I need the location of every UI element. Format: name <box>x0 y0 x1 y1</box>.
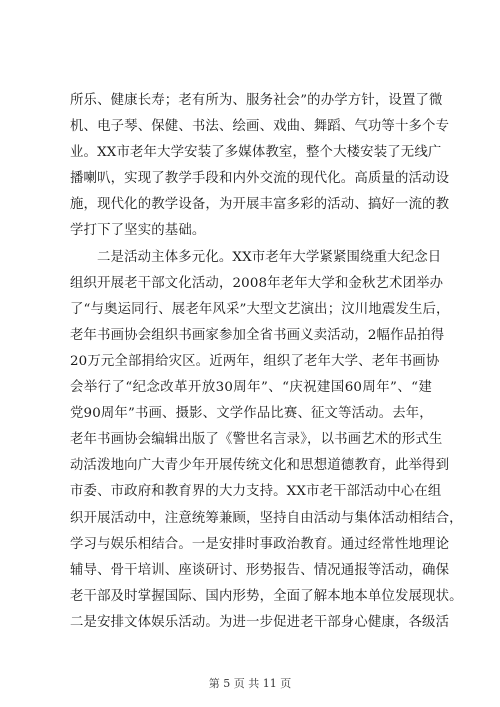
text-line: 学打下了坚实的基础。 <box>70 223 206 239</box>
body-text <box>70 88 463 636</box>
text-line: 组织开展老干部文化活动，2008年老年大学和金秋艺术团举办 <box>70 275 444 291</box>
text-line: 所乐、健康长寿；老有所为、服务社会”的办学方针，设置了微 <box>70 93 443 108</box>
paragraph-start-line: 二是活动主体多元化。XX市老年大学紧紧围绕重大纪念日 <box>97 249 442 265</box>
text-line: 市委、市政府和教育界的大力支持。XX市老干部活动中心在组 <box>70 484 442 500</box>
text-line: 二是安排文体娱乐活动。为进一步促进老干部身心健康，各级活 <box>70 614 450 630</box>
text-line: 老年书画协会组织书画家参加全省书画义卖活动，2幅作品拍得 <box>70 327 445 343</box>
text-line: 老年书画协会编辑出版了《警世名言录》，以书画艺术的形式生 <box>70 432 443 448</box>
text-line: 播喇叭，实现了教学手段和内外交流的现代化。高质量的活动设 <box>70 171 450 187</box>
text-line: 会举行了“纪念改革开放30周年”、“庆祝建国60周年”、“建 <box>70 380 432 396</box>
page-number-footer: 第 5 页 共 11 页 <box>208 677 292 690</box>
text-line: 党90周年”书画、摄影、文学作品比赛、征文等活动。去年， <box>70 406 433 422</box>
text-line: 了“与奥运同行、展老年风采”大型文艺演出；汶川地震发生后， <box>70 301 450 317</box>
text-line: 老干部及时掌握国际、国内形势，全面了解本地本单位发展现状。 <box>70 588 463 604</box>
text-line: 施，现代化的教学设备，为开展丰富多彩的活动、搞好一流的教 <box>70 197 450 213</box>
text-line: 辅导、骨干培训、座谈研讨、形势报告、情况通报等活动，确保 <box>70 562 450 578</box>
text-line: 织开展活动中，注意统筹兼顾，坚持自由活动与集体活动相结合， <box>70 510 463 526</box>
text-line: 动活泼地向广大青少年开展传统文化和思想道德教育，此举得到 <box>70 458 450 474</box>
text-line: 学习与娱乐相结合。一是安排时事政治教育。通过经常性地理论 <box>70 536 450 552</box>
text-line: 机、电子琴、保健、书法、绘画、戏曲、舞蹈、气功等十多个专 <box>70 119 450 135</box>
text-line: 业。XX市老年大学安装了多媒体教室，整个大楼安装了无线广 <box>70 145 442 161</box>
text-line: 20万元全部捐给灾区。近两年，组织了老年大学、老年书画协 <box>70 353 440 369</box>
